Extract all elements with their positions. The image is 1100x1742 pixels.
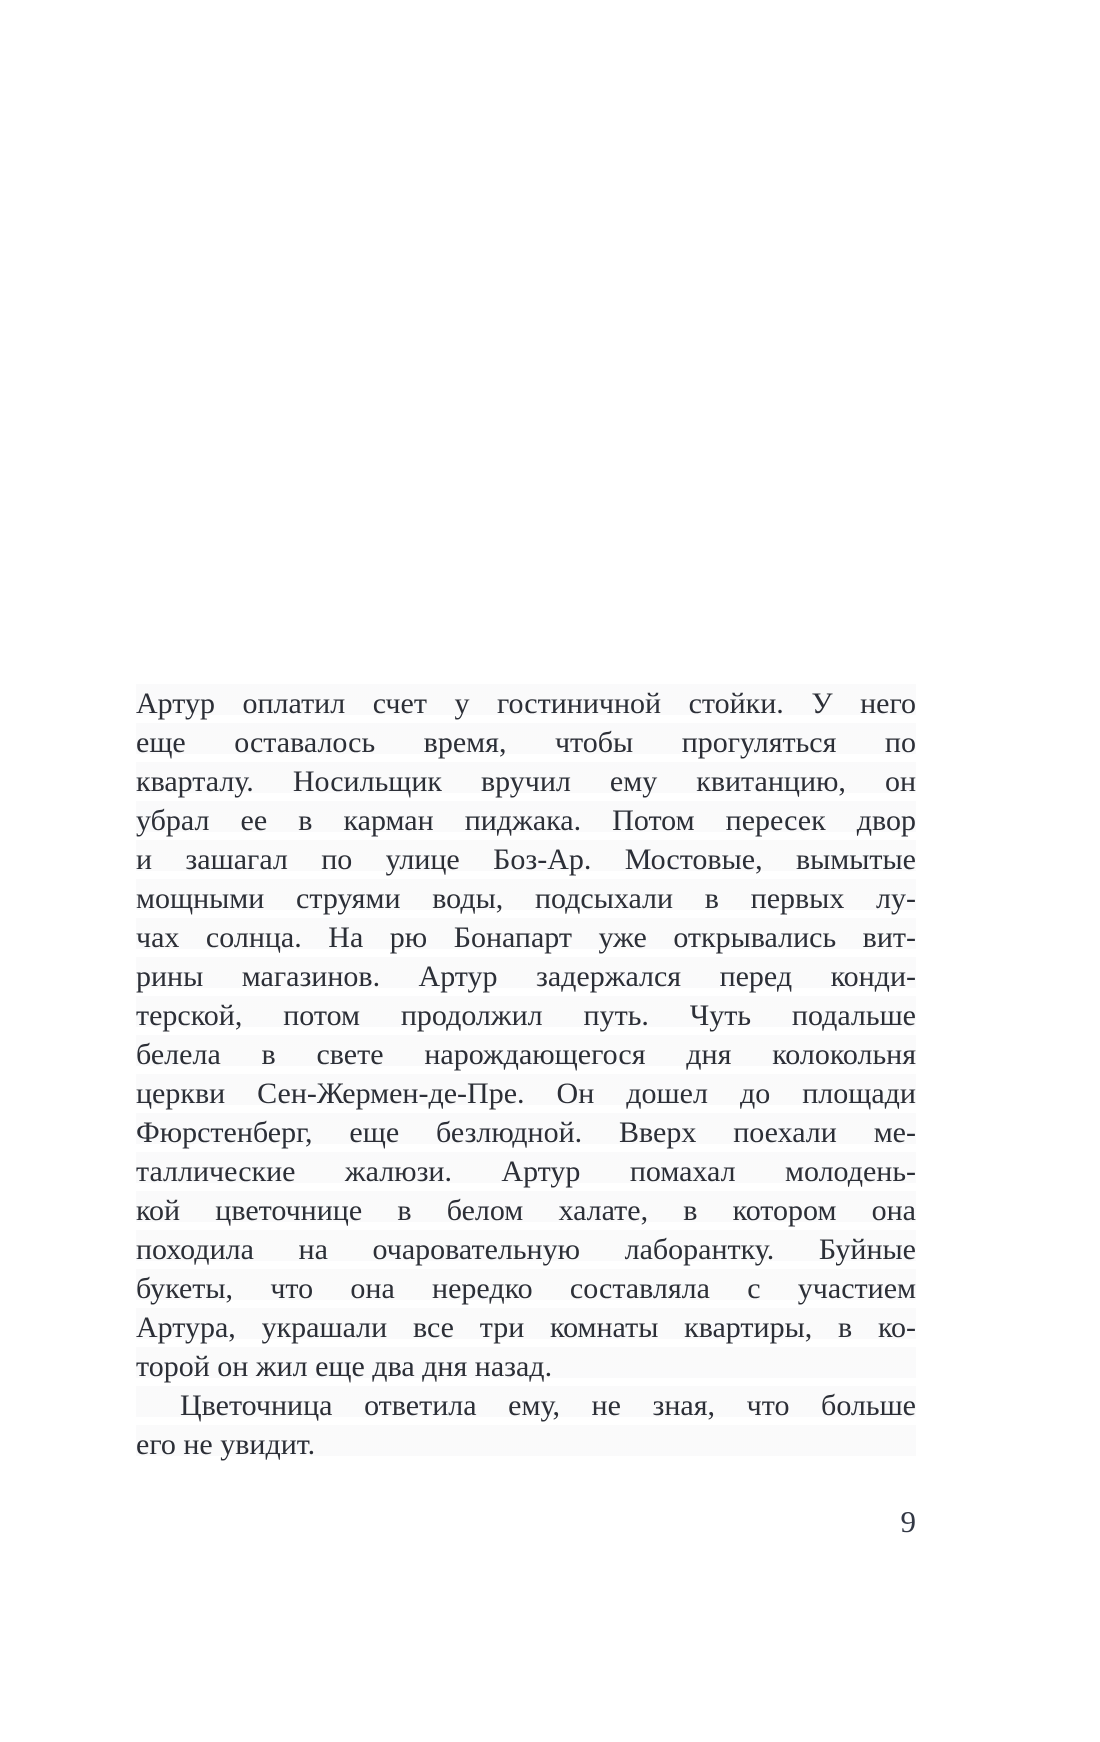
text-line: терской, потом продолжил путь. Чуть подальше (136, 999, 916, 1032)
text-block (136, 684, 916, 1464)
text-line: Цветочница ответила ему, не зная, что больше (180, 1389, 916, 1422)
text-line: еще оставалось время, чтобы прогуляться по (136, 726, 916, 759)
text-line: Фюрстенберг, еще безлюдной. Вверх поехали ме- (136, 1116, 916, 1149)
text-line: мощными струями воды, подсыхали в первых лу- (136, 882, 916, 915)
text-line: таллические жалюзи. Артур помахал молодень- (136, 1155, 916, 1188)
text-line: церкви Сен-Жермен-де-Пре. Он дошел до площади (136, 1077, 916, 1110)
text-line: букеты, что она нередко составляла с участием (136, 1272, 916, 1305)
text-line: кварталу. Носильщик вручил ему квитанцию, он (136, 765, 916, 798)
text-line: его не увидит. (136, 1428, 316, 1461)
text-line: Артура, украшали все три комнаты квартиры, в ко- (136, 1311, 916, 1344)
text-line: и зашагал по улице Боз-Ар. Мостовые, вымытые (136, 843, 916, 876)
page-number: 9 (900, 1504, 916, 1539)
text-line: чах солнца. На рю Бонапарт уже открывались вит- (136, 921, 916, 954)
text-line: Артур оплатил счет у гостиничной стойки. У него (136, 687, 916, 720)
text-line: рины магазинов. Артур задержался перед конди- (136, 960, 916, 993)
text-line: убрал ее в карман пиджака. Потом пересек двор (136, 804, 916, 837)
text-line: белела в свете нарождающегося дня колокольня (136, 1038, 916, 1071)
text-line: кой цветочнице в белом халате, в котором она (136, 1194, 916, 1227)
text-line: походила на очаровательную лаборантку. Буйные (136, 1233, 916, 1266)
text-line: торой он жил еще два дня назад. (136, 1350, 553, 1383)
